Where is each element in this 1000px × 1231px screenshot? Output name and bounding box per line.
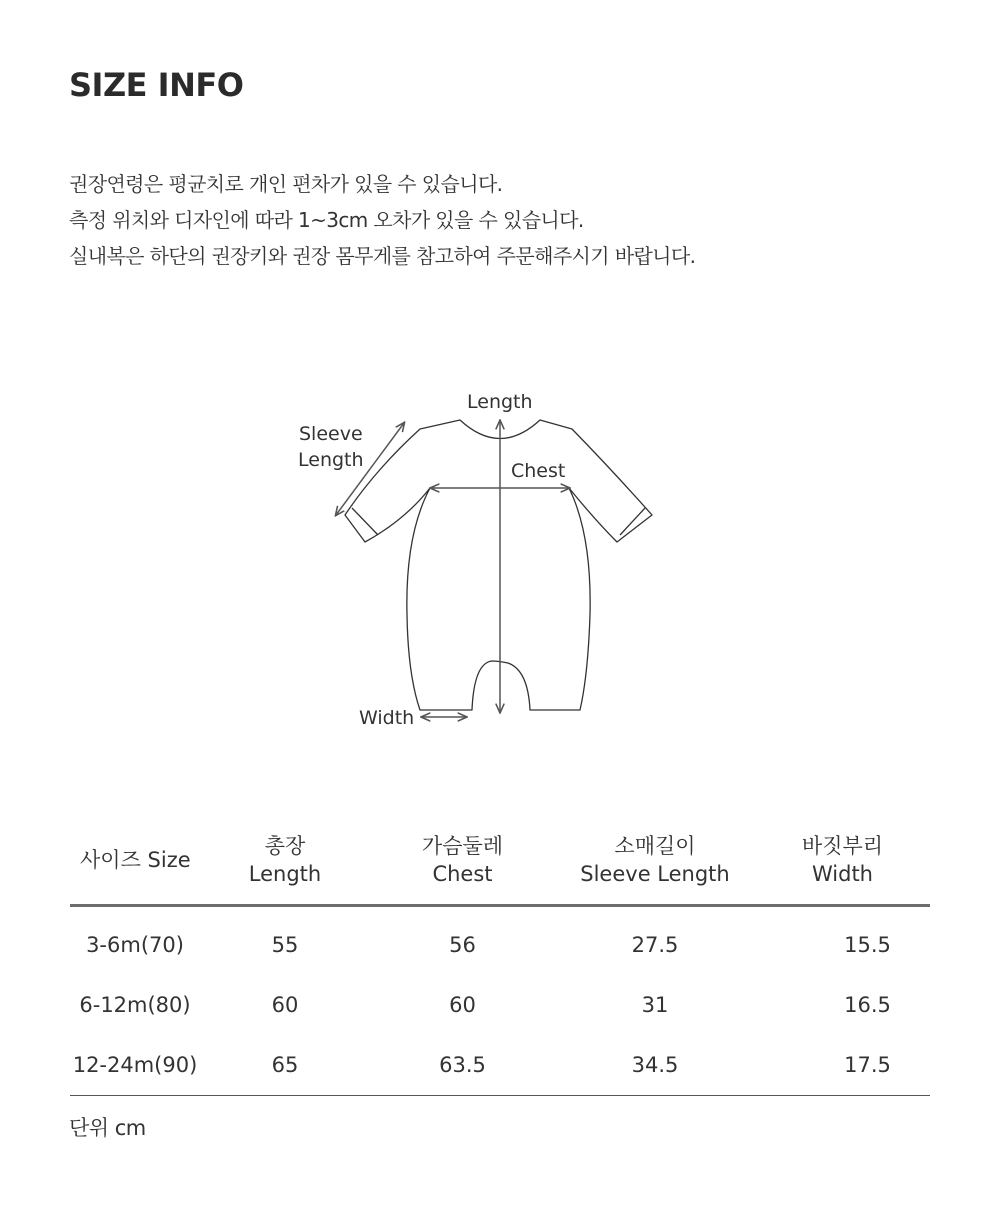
table-cell: 16.5 [844,993,891,1017]
romper-measurement-diagram [280,385,700,745]
table-row [70,1035,930,1096]
header-en: Width [811,862,873,886]
table-cell: 65 [200,1035,370,1096]
table-row [70,975,930,1035]
table-row [70,906,930,976]
column-header-size [70,820,200,906]
table-cell: 60 [271,993,299,1017]
table-cell: 6-12m(80) [79,993,191,1017]
header-ko: 가슴둘레 [421,834,504,858]
header-ko: 소매길이 [614,834,696,858]
table-cell: 12-24m(90) [70,1035,200,1096]
chest-label: Chest [511,460,566,482]
table-cell: 55 [271,933,299,957]
column-header-chest [370,820,555,906]
header-en: Chest [432,862,493,886]
length-label: Length [467,391,533,413]
romper-outline [345,420,652,710]
header-ko: 사이즈 Size [80,848,191,872]
size-table [70,820,930,1096]
table-cell: 17.5 [755,1035,930,1096]
width-label: Width [359,707,415,729]
note-line: 측정 위치와 디자인에 따라 1~3cm 오차가 있을 수 있습니다. [69,208,584,232]
table-cell: 56 [449,933,476,957]
sleeve-label: Length [298,449,364,471]
note-line: 권장연령은 평균치로 개인 편차가 있을 수 있습니다. [69,172,503,196]
column-header-sleeve-length [555,820,755,906]
table-cell: 63.5 [370,1035,555,1096]
unit-label: 단위 cm [69,1116,146,1140]
header-ko: 바짓부리 [801,834,884,858]
table-header-row [70,820,930,906]
table-cell: 34.5 [555,1035,755,1096]
header-en: Sleeve Length [580,862,730,886]
table-cell: 60 [449,993,476,1017]
sleeve-label: Sleeve [299,423,363,445]
table-cell: 15.5 [844,933,891,957]
page-title: SIZE INFO [69,66,244,104]
romper-illustration [280,385,700,745]
header-en: Length [248,862,322,886]
table-cell: 31 [641,993,669,1017]
header-ko: 총장 [264,834,306,858]
size-notes [69,166,695,274]
table-cell: 3-6m(70) [86,933,184,957]
note-line: 실내복은 하단의 권장키와 권장 몸무게를 참고하여 주문해주시기 바랍니다. [69,244,696,268]
table-cell: 27.5 [631,933,679,957]
column-header-width [755,820,930,906]
column-header-length [200,820,370,906]
